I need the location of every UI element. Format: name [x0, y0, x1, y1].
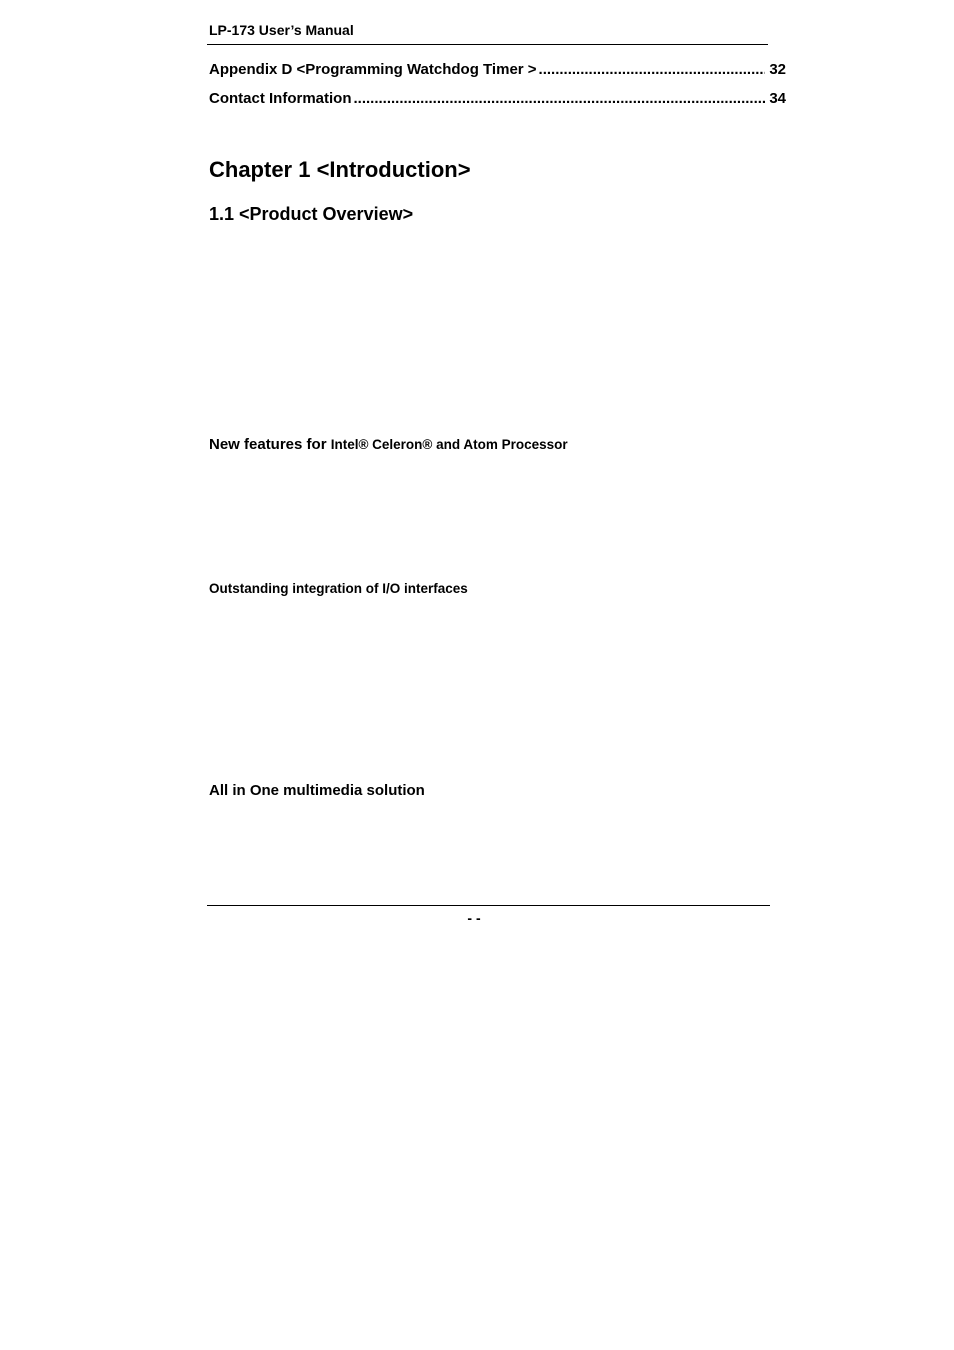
toc-entry-label: Appendix D <Programming Watchdog Timer >: [209, 61, 537, 78]
toc-entry-label: Contact Information: [209, 90, 352, 107]
toc-dot-leader: [539, 61, 766, 78]
running-header: LP-173 User’s Manual: [209, 22, 354, 38]
new-features-processor: Intel® Celeron® and Atom Processor: [330, 437, 568, 452]
toc-entry-appendix-d[interactable]: [209, 61, 786, 81]
multimedia-heading: All in One multimedia solution: [209, 782, 425, 799]
toc-dot-leader: [354, 90, 766, 107]
io-integration-heading: Outstanding integration of I/O interfaces: [209, 581, 468, 596]
section-title: 1.1 <Product Overview>: [209, 204, 414, 224]
new-features-heading: [209, 436, 568, 454]
new-features-prefix: New features for: [209, 436, 331, 453]
toc-entry-contact-information[interactable]: [209, 90, 786, 110]
toc-entry-page: 32: [769, 61, 786, 78]
toc-entry-page: 34: [769, 90, 786, 107]
footer-rule: [207, 905, 770, 906]
header-rule: [207, 44, 768, 45]
page-number: - -: [467, 910, 481, 926]
chapter-title: Chapter 1 <Introduction>: [209, 157, 471, 182]
